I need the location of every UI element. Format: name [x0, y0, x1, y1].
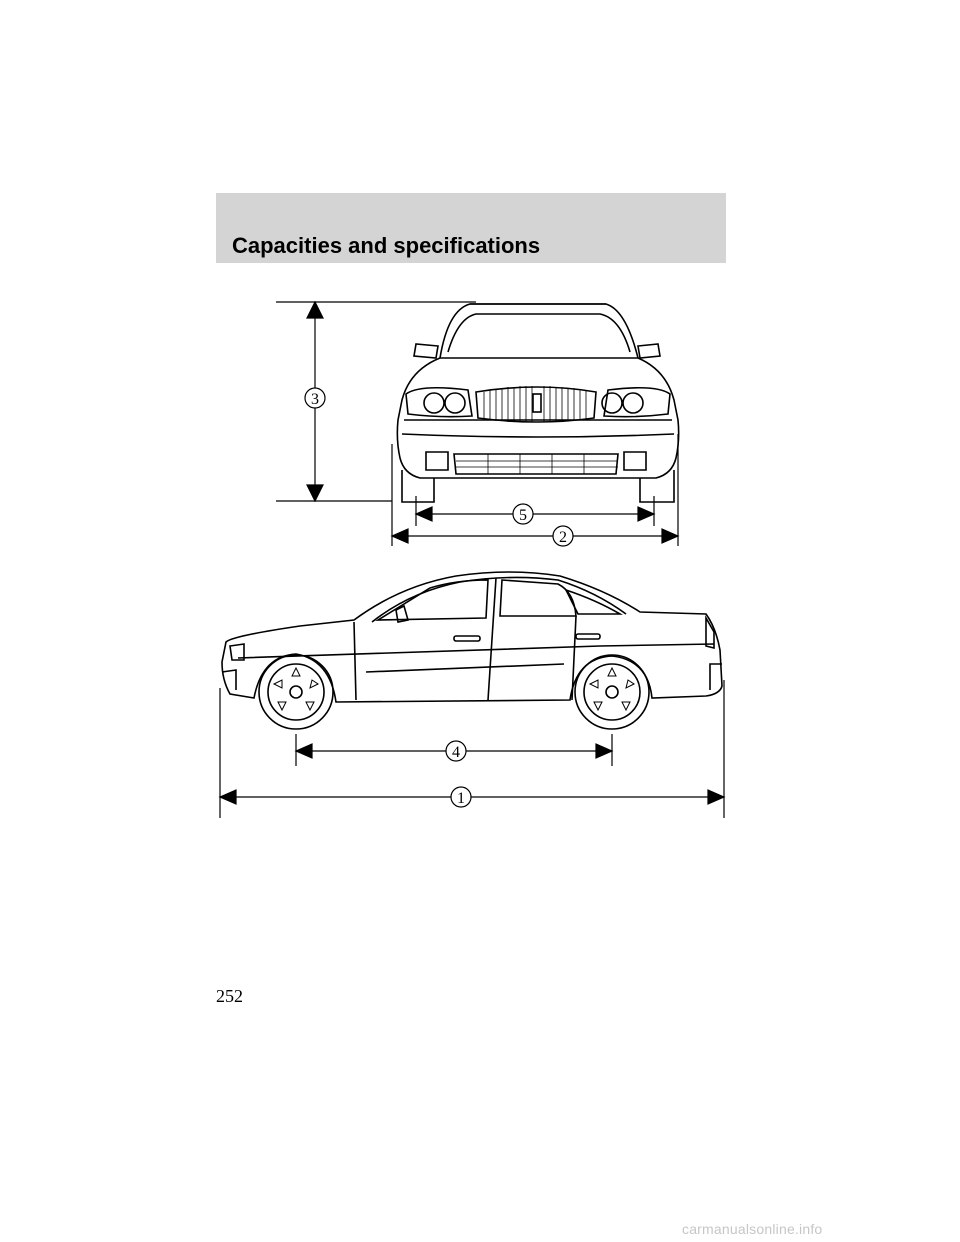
svg-text:5: 5 — [519, 507, 527, 524]
svg-text:1: 1 — [457, 790, 465, 807]
callout-3 — [305, 388, 325, 408]
svg-text:2: 2 — [559, 529, 567, 546]
svg-text:3: 3 — [311, 391, 319, 408]
front-view-car — [397, 304, 678, 502]
callout-4 — [446, 741, 466, 761]
svg-text:4: 4 — [452, 744, 460, 761]
front-wheel — [259, 655, 333, 729]
watermark-text: carmanualsonline.info — [682, 1221, 823, 1237]
section-title: Capacities and specifications — [232, 233, 541, 258]
callout-5 — [513, 504, 533, 524]
page-number: 252 — [216, 986, 243, 1006]
callout-2 — [553, 526, 573, 546]
rear-wheel — [575, 655, 649, 729]
callout-1 — [451, 787, 471, 807]
front-dimension-lines — [276, 302, 678, 546]
